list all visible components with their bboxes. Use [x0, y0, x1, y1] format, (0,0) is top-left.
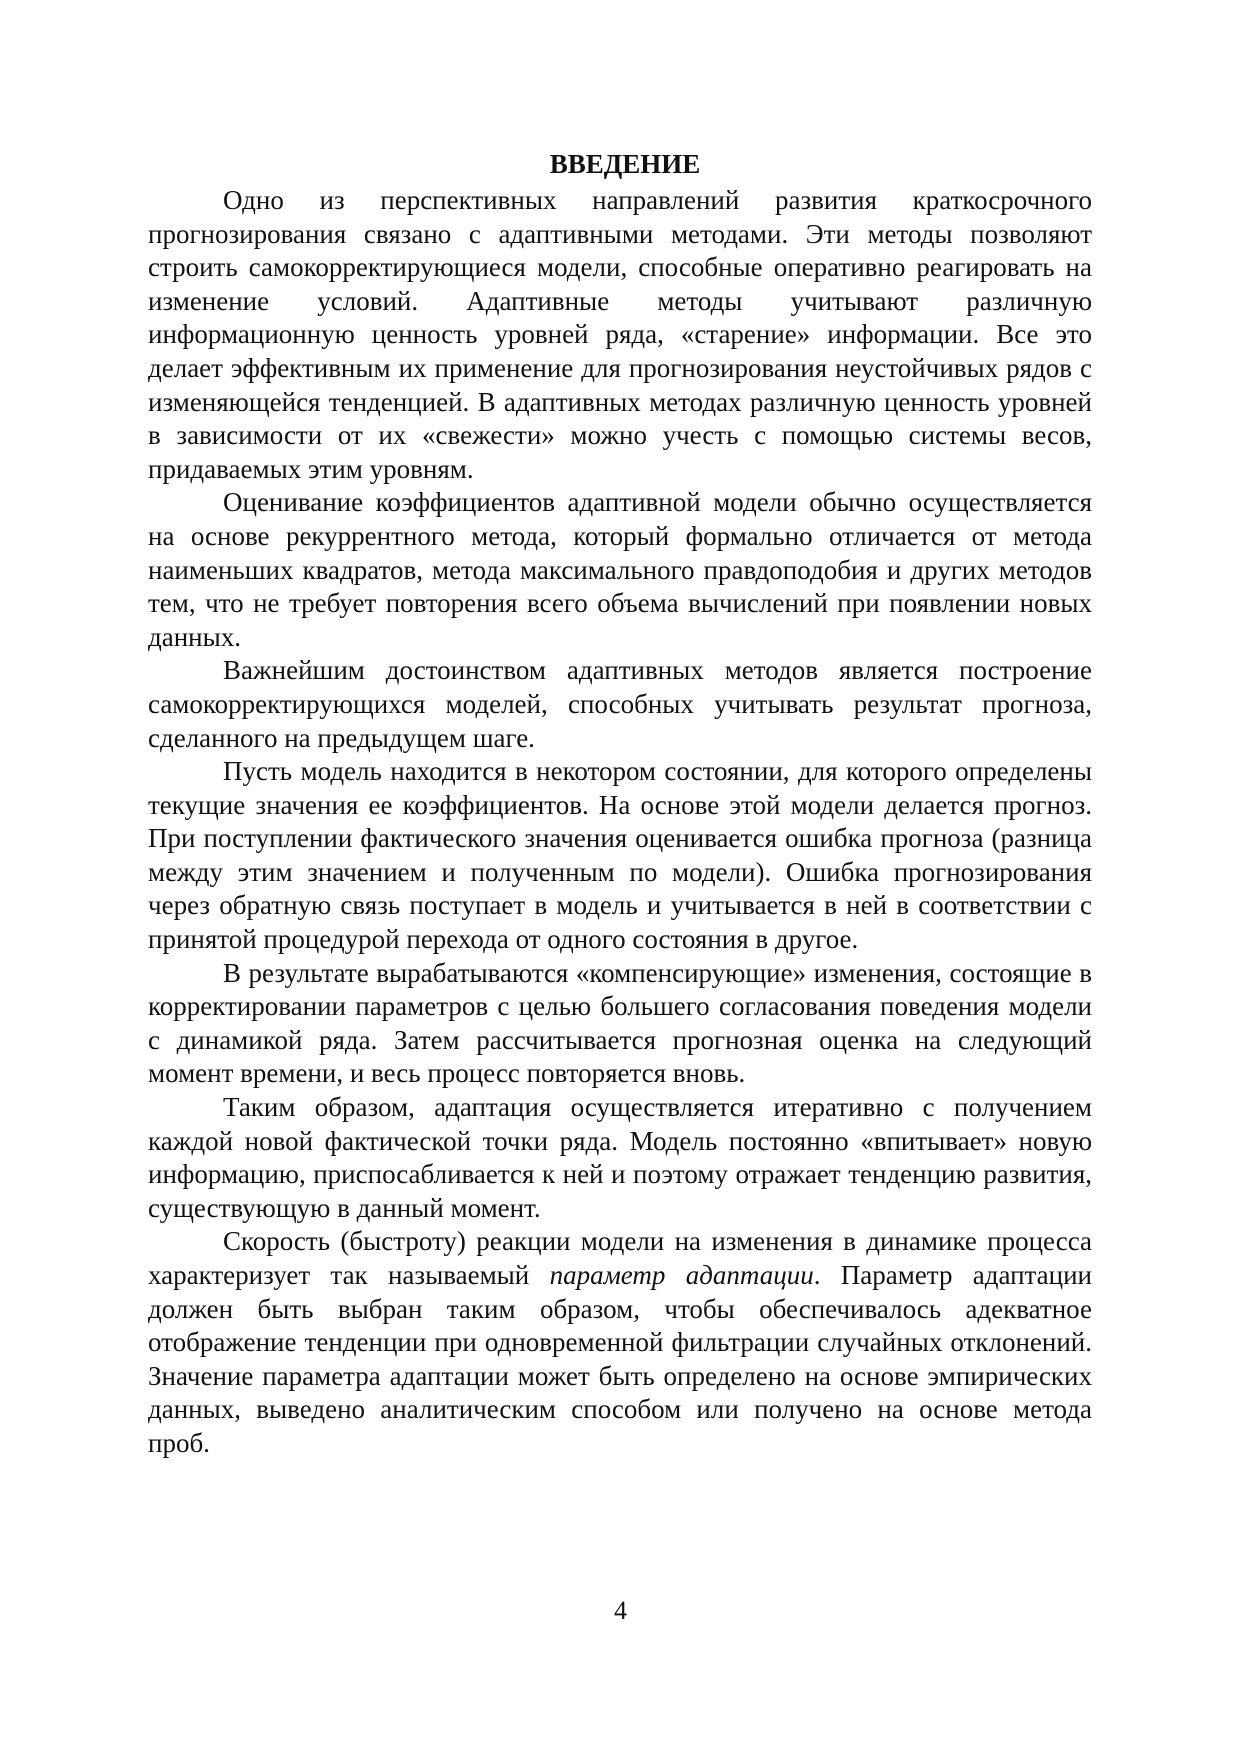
paragraph-iteration: Таким образом, адаптация осуществляется итеративно с получением каждой новой фактической точки ряда. Модель постоянно «впитывает» новую информацию, приспосабливается к ней и поэтому отражает тенденцию развития, существующую в данный момент. [148, 1092, 1092, 1223]
paragraph-advantage: Важнейшим достоинством адаптивных методов является построение самокорректирующихся моделей, способных учитывать результат прогноза, сделанного на предыдущем шаге. [148, 655, 1092, 753]
page-number: 4 [614, 1596, 627, 1625]
paragraph-text-after-term: . Параметр адаптации должен быть выбран таким образом, чтобы обеспечивалось адекватное отображение тенденции при одновременной фильтрации случайных отклонений. Значение параметра адаптации может быть определено на основе эмпирических данных, выведено аналитическим способом или получено на основе метода проб. [148, 1260, 1093, 1458]
paragraph-adaptation-parameter [148, 1225, 1092, 1460]
paragraph-estimation: Оценивание коэффициентов адаптивной модели обычно осуществляется на основе рекуррентного метода, который формально отличается от метода наименьших квадратов, метода максимального правдоподобия и других методов тем, что не требует повторения всего объема вычислений при появлении новых данных. [148, 487, 1092, 652]
paragraph-model-state: Пусть модель находится в некотором состоянии, для которого определены текущие значения ее коэффициентов. На основе этой модели делается прогноз. При поступлении фактического значения оценивается ошибка прогноза (разница между этим значением и полученным по модели). Ошибка прогнозирования через обратную связь поступает в модель и учитывается в ней в соответствии с принятой процедурой перехода от одного состояния в другое. [148, 756, 1092, 955]
paragraph-compensation: В результате вырабатываются «компенсирующие» изменения, состоящие в корректировании параметров с целью большего согласования поведения модели с динамикой ряда. Затем рассчитывается прогнозная оценка на следующий момент времени, и весь процесс повторяется вновь. [148, 957, 1092, 1089]
paragraph-intro: Одно из перспективных направлений развития краткосрочного прогнозирования связано с адаптивными методами. Эти методы позволяют строить самокорректирующиеся модели, способные оперативно реагировать на изменение условий. Адаптивные методы учитывают различную информационную ценность уровней ряда, «старение» информации. Все это делает эффективным их применение для прогнозирования неустойчивых рядов с изменяющейся тенденцией. В адаптивных методах различную ценность уровней в зависимости от их «свежести» можно учесть с помощью системы весов, придаваемых этим уровням. [148, 185, 1092, 484]
page-body [148, 144, 1092, 1461]
emphasized-term: параметр адаптации [549, 1260, 814, 1290]
section-title: ВВЕДЕНИЕ [549, 149, 701, 179]
paragraph-text-before-term: Скорость (быстроту) реакции модели на изменения в динамике процесса характеризует так называемый [148, 1226, 1092, 1290]
